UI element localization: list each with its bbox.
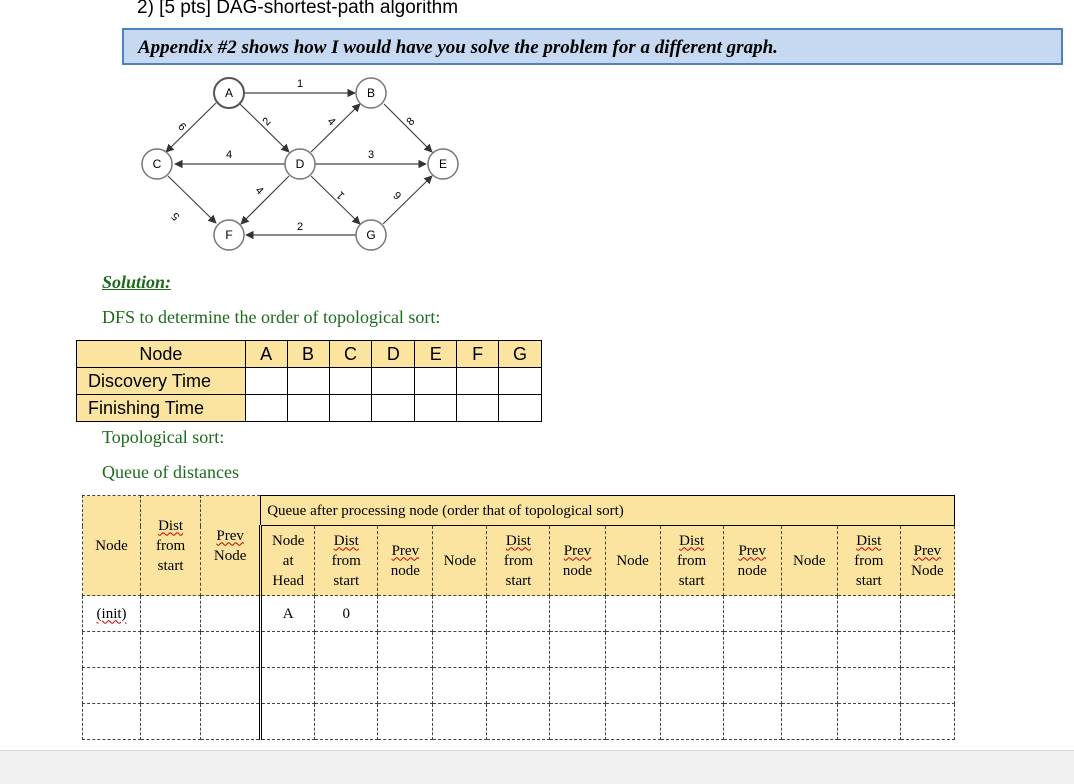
q-cell [900,632,954,668]
q-cell [315,704,378,740]
q-cell [837,668,900,704]
q-init-dist: 0 [315,596,378,632]
q-cell [900,596,954,632]
q-cell [487,632,550,668]
dfs-cell [329,395,372,422]
weight-d-g: 1 [334,188,348,202]
q-cell [261,632,315,668]
q-cell [378,668,433,704]
q-cell [201,668,261,704]
q-dist-col: Dist from start [487,526,550,596]
weight-a-b: 1 [296,78,304,90]
q-cell [433,668,487,704]
table-row [83,704,955,740]
dfs-col-a: A [245,341,287,368]
dfs-col-d: D [372,341,415,368]
q-cell [487,668,550,704]
q-cell [660,632,723,668]
q-cell [141,632,201,668]
q-cell [550,668,605,704]
q-cell [605,668,660,704]
weight-a-c: 9 [176,119,190,133]
dfs-cell [499,368,542,395]
q-cell [605,596,660,632]
q-prev-col: Prev node [550,526,605,596]
q-node-col: Node [433,526,487,596]
q-cell [261,668,315,704]
q-node-col: Node [781,526,837,596]
q-cell [487,596,550,632]
q-cell [660,668,723,704]
q-cell [723,668,781,704]
svg-text:C: C [152,157,162,171]
q-cell [781,704,837,740]
q-cell [487,704,550,740]
q-cell [378,596,433,632]
dfs-table [76,340,542,422]
q-cell [550,704,605,740]
dfs-cell [415,395,457,422]
weight-b-e: 8 [404,115,418,129]
queue-label: Queue of distances [102,462,239,482]
q-init-node: A [261,596,315,632]
q-cell [837,632,900,668]
q-prev-col: Prev node [723,526,781,596]
dfs-cell [457,395,499,422]
dfs-row-discovery: Discovery Time [77,368,246,395]
queue-table [82,495,955,740]
weight-c-f: 5 [169,209,183,223]
q-init-label: (init) [83,596,141,632]
problem-heading: 2) [5 pts] DAG-shortest-path algorithm [137,0,459,18]
q-dist-header: Dist from start [141,496,201,596]
edge-a-d [240,104,289,152]
q-dist-col: Dist from start [837,526,900,596]
dfs-header-label: Node [77,341,246,368]
q-cell [433,596,487,632]
dfs-intro: DFS to determine the order of topological sort: [102,307,441,327]
svg-text:E: E [438,157,448,171]
q-cell [141,596,201,632]
q-cell [900,704,954,740]
dfs-cell [287,368,329,395]
q-cell [83,632,141,668]
svg-text:A: A [224,86,234,100]
q-cell [660,704,723,740]
dfs-cell [499,395,542,422]
svg-text:B: B [366,86,376,100]
graph-node-b [356,78,386,108]
dfs-col-b: B [287,341,329,368]
q-cell [781,596,837,632]
weight-a-d: 2 [260,115,274,129]
q-cell [550,632,605,668]
weight-d-c: 4 [225,149,233,161]
q-prev-col: Prev Node [900,526,954,596]
q-cell [141,704,201,740]
appendix-note: Appendix #2 shows how I would have you solve the problem for a different graph. [122,28,1063,65]
q-cell [605,704,660,740]
dfs-col-f: F [457,341,499,368]
q-node-col: Node [605,526,660,596]
dfs-row-finishing: Finishing Time [77,395,246,422]
dfs-col-e: E [415,341,457,368]
graph-node-g [356,220,386,250]
graph-node-e [428,149,458,179]
dfs-cell [329,368,372,395]
svg-text:F: F [225,228,233,242]
q-after-header: Queue after processing node (order that of topological sort) [261,496,955,526]
q-dist-col: Dist from start [315,526,378,596]
dfs-col-c: C [329,341,372,368]
dfs-cell [245,368,287,395]
q-cell [433,632,487,668]
q-dist-col: Dist from start [660,526,723,596]
q-cell [550,596,605,632]
q-cell [315,632,378,668]
svg-text:D: D [295,157,305,171]
q-cell [83,704,141,740]
q-cell [723,596,781,632]
q-cell [781,632,837,668]
graph-node-f [214,220,244,250]
dfs-cell [287,395,329,422]
edge-b-e [384,104,432,152]
weight-d-e: 3 [367,149,375,161]
q-cell [837,596,900,632]
graph-node-d [285,149,315,179]
svg-text:G: G [366,228,376,242]
q-cell [837,704,900,740]
dfs-cell [372,368,415,395]
q-cell [723,632,781,668]
table-row [83,668,955,704]
topological-label: Topological sort: [102,427,225,447]
q-cell [433,704,487,740]
edge-d-b [311,104,360,152]
q-cell [83,668,141,704]
weight-d-b: 4 [324,115,338,129]
dfs-cell [372,395,415,422]
dfs-cell [245,395,287,422]
edge-g-e [383,176,432,224]
q-cell [723,704,781,740]
q-cell [315,668,378,704]
dfs-col-g: G [499,341,542,368]
graph-node-c [142,149,172,179]
weight-g-f: 2 [296,221,304,233]
dfs-cell [415,368,457,395]
q-prev-col: Prev node [378,526,433,596]
q-cell [201,632,261,668]
table-row [83,596,955,632]
q-cell [141,668,201,704]
table-row [83,632,955,668]
q-cell [900,668,954,704]
q-cell [201,704,261,740]
q-cell [378,632,433,668]
q-node-header: Node [83,496,141,596]
edge-a-c [166,103,216,152]
edge-d-f [241,176,289,224]
q-cell [660,596,723,632]
edge-d-g [311,176,360,224]
q-prev-header: Prev Node [201,496,261,596]
weight-g-e: 6 [391,188,405,202]
q-cell [378,704,433,740]
solution-label: Solution: [102,272,172,292]
q-node-at-head: Node at Head [261,526,315,596]
q-cell [781,668,837,704]
dag-graph [130,74,470,254]
status-bar [0,750,1074,784]
graph-node-a [214,78,244,108]
q-cell [201,596,261,632]
weight-d-f: 4 [252,184,266,198]
dfs-cell [457,368,499,395]
q-cell [261,704,315,740]
q-cell [605,632,660,668]
